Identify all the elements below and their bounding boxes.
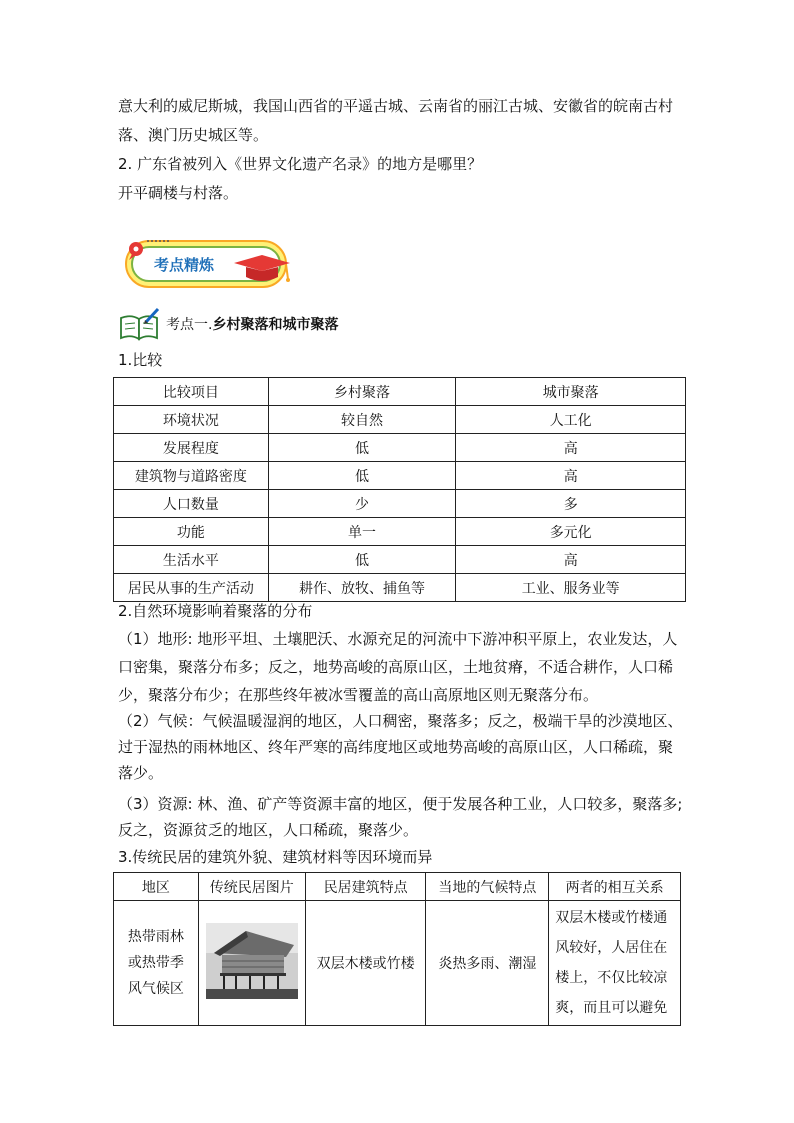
region-cell — [114, 901, 199, 1026]
climate-line-2: 过于湿热的雨林地区、终年严寒的高纬度地区或地势高峻的高原山区，人口稀疏，聚 — [118, 738, 674, 756]
table-cell: 多 — [456, 490, 686, 518]
comparison-table — [113, 377, 686, 602]
relation-cell — [549, 901, 681, 1026]
question-2: 2. 广东省被列入《世界文化遗产名录》的地方是哪里？ — [118, 155, 483, 173]
region-line: 或热带季 — [127, 955, 184, 971]
table-cell: 生活水平 — [114, 546, 269, 574]
table-cell: 低 — [268, 546, 456, 574]
key-point-title — [118, 305, 338, 343]
feature-cell: 双层木楼或竹楼 — [305, 901, 426, 1026]
climate-line-3: 落少。 — [118, 764, 164, 782]
table-cell: 建筑物与道路密度 — [114, 462, 269, 490]
relation-line: 风较好，人居住在 — [555, 940, 668, 956]
table-cell: 人口数量 — [114, 490, 269, 518]
open-book-icon — [118, 306, 162, 342]
table-cell: 低 — [268, 434, 456, 462]
intro-line-2: 落、澳门历史城区等。 — [118, 126, 269, 144]
table-cell: 功能 — [114, 518, 269, 546]
header-cell: 当地的气候特点 — [426, 873, 549, 901]
stilt-house-photo — [206, 923, 298, 999]
table-cell: 少 — [268, 490, 456, 518]
intro-line-1: 意大利的威尼斯城，我国山西省的平遥古城、云南省的丽江古城、安徽省的皖南古村 — [118, 97, 674, 115]
table-cell: 多元化 — [456, 518, 686, 546]
table-row — [114, 518, 686, 546]
header-cell: 城市聚落 — [456, 378, 686, 406]
table-cell: 低 — [268, 462, 456, 490]
table-cell: 发展程度 — [114, 434, 269, 462]
table-row — [114, 462, 686, 490]
section-1-heading: 1.比较 — [118, 351, 163, 369]
table-cell: 单一 — [268, 518, 456, 546]
key-point-heading: 乡村聚落和城市聚落 — [212, 317, 339, 333]
climate-cell: 炎热多雨、潮湿 — [426, 901, 549, 1026]
terrain-line-3: 少，聚落分布少；在那些终年被冰雪覆盖的高山高原地区则无聚落分布。 — [118, 686, 599, 704]
section-banner — [122, 233, 294, 295]
resources-line-1: （3）资源: 林、渔、矿产等资源丰富的地区，便于发展各种工业，人口较多，聚落多; — [118, 795, 683, 813]
relation-line: 楼上，不仅比较凉 — [555, 970, 668, 986]
region-line: 热带雨林 — [127, 929, 184, 945]
table-header-row — [114, 873, 681, 901]
table-cell: 环境状况 — [114, 406, 269, 434]
table-cell: 高 — [456, 462, 686, 490]
table-cell: 耕作、放牧、捕鱼等 — [268, 574, 456, 602]
key-point-prefix: 考点一. — [166, 317, 213, 333]
table-row — [114, 901, 681, 1026]
table-row — [114, 490, 686, 518]
terrain-line-2: 口密集，聚落分布多；反之，地势高峻的高原山区，土地贫瘠，不适合耕作，人口稀 — [118, 658, 674, 676]
header-cell: 乡村聚落 — [268, 378, 456, 406]
table-row — [114, 434, 686, 462]
banner-label: 考点精炼 — [154, 256, 215, 274]
table-cell: 较自然 — [268, 406, 456, 434]
section-3-heading: 3.传统民居的建筑外貌、建筑材料等因环境而异 — [118, 848, 433, 866]
dwelling-photo-cell — [198, 901, 305, 1026]
table-cell: 居民从事的生产活动 — [114, 574, 269, 602]
header-cell: 两者的相互关系 — [549, 873, 681, 901]
table-cell: 高 — [456, 434, 686, 462]
header-cell: 民居建筑特点 — [305, 873, 426, 901]
table-cell: 高 — [456, 546, 686, 574]
relation-line: 爽，而且可以避免 — [555, 1000, 668, 1016]
header-cell: 传统民居图片 — [198, 873, 305, 901]
table-row — [114, 546, 686, 574]
climate-line-1: （2）气候：气候温暖湿润的地区，人口稠密，聚落多；反之，极端干旱的沙漠地区、 — [118, 712, 683, 730]
answer-2: 开平碉楼与村落。 — [118, 184, 239, 202]
resources-line-2: 反之，资源贫乏的地区，人口稀疏，聚落少。 — [118, 821, 419, 839]
dwelling-table — [113, 872, 681, 1026]
header-cell: 比较项目 — [114, 378, 269, 406]
table-header-row — [114, 378, 686, 406]
table-cell: 工业、服务业等 — [456, 574, 686, 602]
table-row — [114, 406, 686, 434]
header-cell: 地区 — [114, 873, 199, 901]
relation-line: 双层木楼或竹楼通 — [555, 910, 668, 926]
table-cell: 人工化 — [456, 406, 686, 434]
region-line: 风气候区 — [127, 981, 184, 997]
terrain-line-1: （1）地形: 地形平坦、土壤肥沃、水源充足的河流中下游冲积平原上，农业发达，人 — [118, 630, 678, 648]
section-2-heading: 2.自然环境影响着聚落的分布 — [118, 602, 313, 620]
